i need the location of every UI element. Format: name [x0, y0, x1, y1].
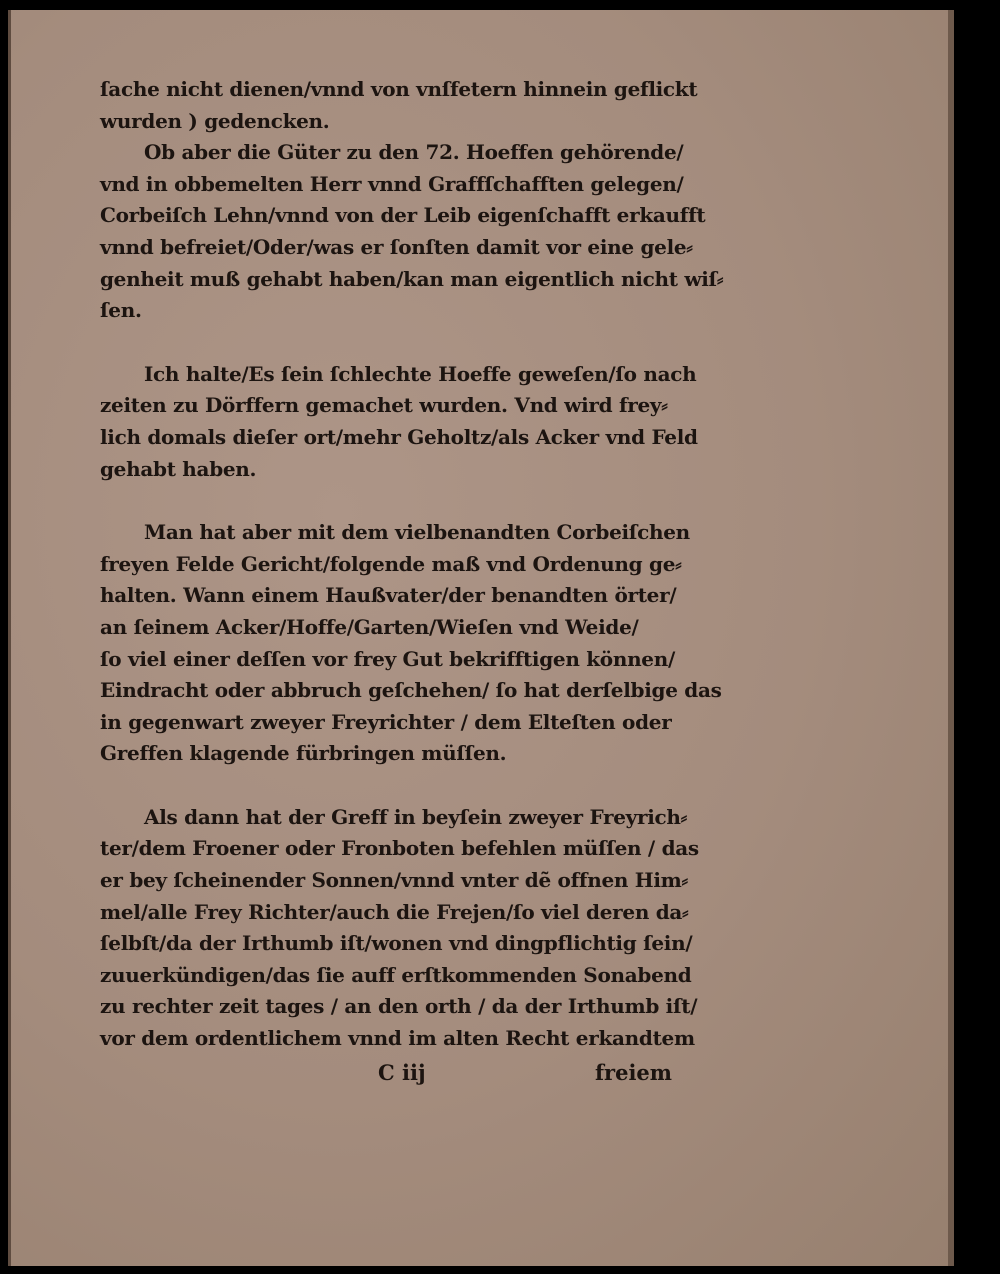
text-line: freyen Felde Gericht/folgende maß vnd Ordenung ge⸗ — [100, 551, 682, 576]
text-line: Corbeiſch Lehn/vnnd von der Leib eigenſchafft erkaufft — [100, 203, 706, 228]
paragraph-4 — [100, 517, 722, 770]
paragraph-1 — [100, 74, 700, 137]
text-line: vor dem ordentlichem vnnd im alten Recht erkandtem — [100, 1026, 695, 1051]
paragraph-5 — [100, 802, 700, 1055]
text-line: halten. Wann einem Haußvater/der benandten örter/ — [100, 583, 677, 608]
catchword: freiem — [595, 1060, 673, 1085]
text-line: Ich halte/Es ſein ſchlechte Hoeffe geweſen/ſo nach — [144, 361, 697, 386]
text-line: genheit muß gehabt haben/kan man eigentlich nicht wiſ⸗ — [100, 266, 724, 291]
paragraph-3 — [100, 359, 700, 485]
text-line: ſo viel einer deſſen vor frey Gut bekrifftigen können/ — [100, 646, 675, 671]
text-line: ſelbſt/da der Irthumb iſt/wonen vnd dingpflichtig ſein/ — [100, 931, 693, 956]
text-line: gehabt haben. — [100, 456, 257, 481]
text-line: an ſeinem Acker/Hoffe/Garten/Wieſen vnd Weide/ — [100, 614, 639, 639]
text-line: in gegenwart zweyer Freyrichter / dem Elteſten oder — [100, 709, 672, 734]
text-line: Eindracht oder abbruch geſchehen/ ſo hat derſelbige das — [100, 678, 722, 703]
paragraph-2 — [100, 137, 724, 327]
paragraph-spacer — [100, 770, 700, 802]
text-line: ter/dem Froener oder Fronboten befehlen müſſen / das — [100, 836, 699, 861]
text-line: ſen. — [100, 298, 142, 323]
text-line: ſache nicht dienen/vnnd von vnſfetern hinnein geflickt — [100, 77, 698, 101]
text-line: er bey ſcheinender Sonnen/vnnd vnter dẽ offnen Him⸗ — [100, 868, 688, 893]
page-gutter — [8, 10, 11, 1266]
paragraph-spacer — [100, 327, 700, 359]
page-edge — [948, 10, 954, 1266]
text-line: Als dann hat der Greff in beyſein zweyer Freyrich⸗ — [144, 804, 687, 829]
text-line: mel/alle Frey Richter/auch die Frejen/ſo viel deren da⸗ — [100, 899, 689, 924]
text-line: Greffen klagende fürbringen müſſen. — [100, 741, 507, 766]
signature-mark: C iij — [378, 1060, 426, 1085]
text-line: zu rechter zeit tages / an den orth / da der Irthumb iſt/ — [100, 994, 698, 1019]
text-line: vnnd befreiet/Oder/was er ſonſten damit vor eine gele⸗ — [100, 234, 693, 259]
text-line: zeiten zu Dörffern gemachet wurden. Vnd wird frey⸗ — [100, 393, 668, 418]
text-line: wurden ) gedencken. — [100, 108, 330, 133]
text-line: lich domals dieſer ort/mehr Geholtz/als Acker vnd Feld — [100, 424, 698, 449]
paragraph-spacer — [100, 485, 700, 517]
text-line: Man hat aber mit dem vielbenandten Corbeiſchen — [144, 520, 690, 545]
page-text — [100, 74, 724, 1055]
page-footer — [100, 1060, 700, 1092]
text-line: Ob aber die Güter zu den 72. Hoeffen gehörende/ — [144, 140, 684, 165]
text-line: zuuerkündigen/das ſie auff erſtkommenden Sonabend — [100, 962, 692, 987]
text-line: vnd in obbemelten Herr vnnd Graffſchafften gelegen/ — [100, 171, 684, 196]
